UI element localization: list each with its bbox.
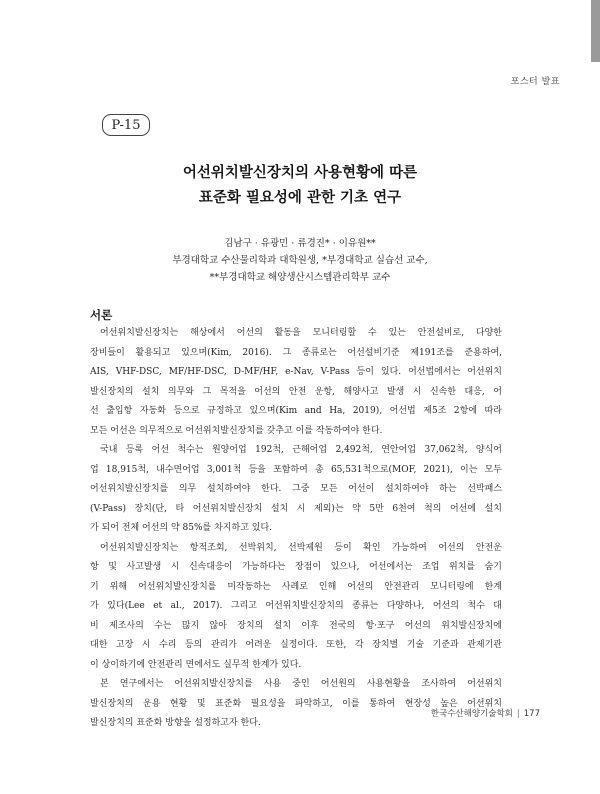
body-line: 국내 등록 어선 척수는 원양어업 192척, 근해어업 2,492척, 연안어업 37,062척, 양식어 — [100, 445, 502, 455]
body-line: 어선위치발신장치는 항적조회, 선박위치, 선박제원 등이 확인 가능하여 어선의 안전운 — [100, 542, 502, 553]
body-line: 발신장치의 설치 의무와 그 목적을 어선의 안전 운항, 해양사고 발생 시 신속한 대응, 어 — [90, 386, 502, 397]
body-line: 본 연구에서는 어선위치발신장치를 사용 중인 어선원의 사용현황을 조사하여 어선위치 — [100, 679, 502, 689]
body-line: 어선위치발신장치는 해상에서 어선의 활동을 모니터링할 수 있는 안전설비로, 다양한 — [100, 328, 502, 338]
page-edge-tab — [591, 0, 600, 62]
paper-title — [0, 160, 600, 210]
section-heading: 서론 — [90, 308, 113, 322]
page-footer — [431, 707, 540, 719]
body-line: 장비들이 활용되고 있으며(Kim, 2016). 그 종류로는 어선설비기준 제191조를 준용하여, — [90, 347, 502, 358]
title-line-2: 표준화 필요성에 관한 기초 연구 — [198, 189, 402, 206]
body-line: 발신장치의 표준화 방향을 설정하고자 한다. — [90, 718, 261, 728]
body-line: 비 제조사의 수는 많지 않아 장치의 설치 이후 전국의 항·포구 어선의 위치발신장치에 — [90, 620, 502, 631]
body-line: 선 출입항 자동화 등으로 규정하고 있으며(Kim and Ha, 2019), 어선법 제5조 2항에 따라 — [90, 406, 502, 416]
poster-id-badge: P-15 — [102, 114, 150, 136]
affiliation-line-1: 부경대학교 수산물리학과 대학원생, *부경대학교 실습선 교수, — [172, 255, 428, 266]
author-names: 김남구 · 유광민 · 류경진* · 이유원** — [224, 238, 376, 249]
body-line: 이 상이하기에 안전관리 면에서도 실무적 한계가 있다. — [90, 659, 302, 670]
body-line: 업 18,915척, 내수면어업 3,001척 등을 포함하여 총 65,531척으로(MOF, 2021), 이는 모두 — [90, 464, 502, 475]
body-line: 가 있다(Lee et al., 2017). 그리고 어선위치발신장치의 종류는 다양하나, 어선의 척수 대 — [90, 601, 502, 611]
page-number: 177 — [523, 709, 540, 719]
body-line: (V-Pass) 장치(단, 타 어선위치발신장치 설치 시 제외)는 약 5만 6천여 척의 어선에 설치 — [90, 503, 502, 514]
title-line-1: 어선위치발신장치의 사용현황에 따른 — [182, 164, 418, 181]
journal-name: 한국수산해양기술학회 — [430, 709, 513, 719]
body-line: 가 되어 전체 어선의 약 85%를 차지하고 있다. — [90, 523, 272, 533]
body-line: 항 및 사고발생 시 신속대응이 가능하다는 장점이 있으나, 어선에서는 조업 위치를 숨기 — [90, 562, 502, 572]
body-line: AIS, VHF-DSC, MF/HF-DSC, D-MF/HF, e-Nav, V-Pass 등이 있다. 어선법에서는 어선위치 — [90, 367, 502, 377]
affiliation-line-2: **부경대학교 해양생산시스템관리학부 교수 — [209, 272, 391, 283]
body-line: 기 위해 어선위치발신장치를 미작동하는 사례로 인해 어선의 안전관리 모니터링에 한계 — [90, 581, 502, 592]
author-block — [0, 235, 600, 286]
body-line: 어선위치발신장치를 의무 설치하여야 한다. 그중 모든 어선이 설치하여야 하는 선박패스 — [90, 484, 502, 494]
body-line: 발신장치의 운용 현황 및 표준화 필요성을 파악하고, 이를 통하여 현장성 높은 어선위치 — [90, 698, 502, 709]
body-line: 대한 고장 시 수리 등의 관리가 어려운 실정이다. 또한, 각 장치별 기술 기준과 관제기관 — [90, 640, 502, 650]
footer-divider: | — [516, 709, 520, 719]
section-tag: 포스터 발표 — [510, 77, 560, 87]
body-line: 모든 어선은 의무적으로 어선위치발신장치를 갖추고 이를 작동하여야 한다. — [90, 425, 383, 436]
body-text — [90, 324, 502, 734]
